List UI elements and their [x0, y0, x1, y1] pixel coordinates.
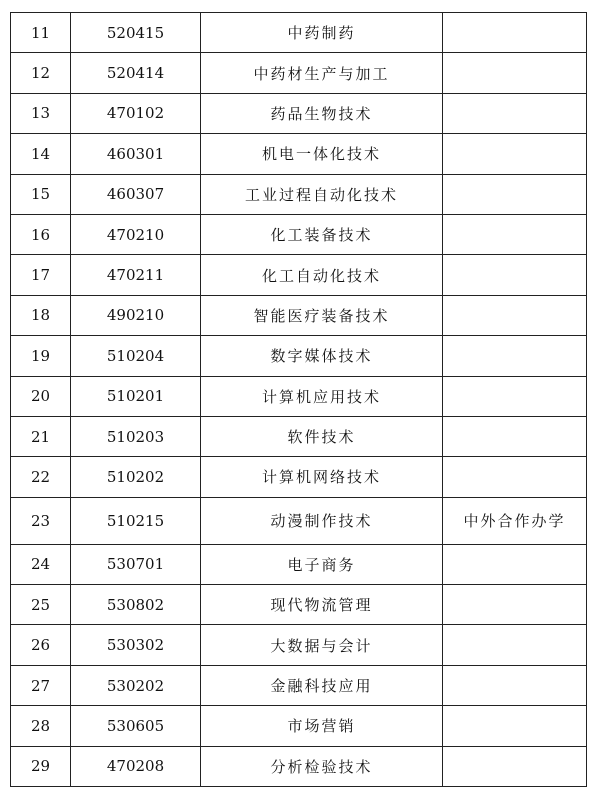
- remark-cell: [443, 625, 587, 665]
- program-code-cell: 470208: [71, 746, 201, 786]
- remark-cell: [443, 544, 587, 584]
- table-row: [11, 336, 587, 376]
- program-code-cell: 510203: [71, 416, 201, 456]
- program-code-cell: 510201: [71, 376, 201, 416]
- remark-cell: [443, 13, 587, 53]
- table-row: [11, 706, 587, 746]
- row-number-cell: 15: [11, 174, 71, 214]
- program-name-cell: 计算机应用技术: [201, 376, 443, 416]
- program-name-cell: 化工装备技术: [201, 214, 443, 254]
- row-number-cell: 21: [11, 416, 71, 456]
- program-code-cell: 520415: [71, 13, 201, 53]
- program-name-cell: 药品生物技术: [201, 93, 443, 133]
- row-number-cell: 20: [11, 376, 71, 416]
- remark-cell: [443, 93, 587, 133]
- table-row: [11, 214, 587, 254]
- row-number-cell: 14: [11, 134, 71, 174]
- row-number-cell: 22: [11, 457, 71, 497]
- program-code-cell: 530302: [71, 625, 201, 665]
- program-name-cell: 中药材生产与加工: [201, 53, 443, 93]
- program-name-cell: 市场营销: [201, 706, 443, 746]
- table-row: [11, 53, 587, 93]
- program-name-cell: 分析检验技术: [201, 746, 443, 786]
- program-name-cell: 数字媒体技术: [201, 336, 443, 376]
- program-name-cell: 计算机网络技术: [201, 457, 443, 497]
- program-name-cell: 工业过程自动化技术: [201, 174, 443, 214]
- remark-cell: [443, 174, 587, 214]
- program-table: [10, 12, 587, 787]
- row-number-cell: 23: [11, 497, 71, 544]
- row-number-cell: 27: [11, 665, 71, 705]
- program-name-cell: 中药制药: [201, 13, 443, 53]
- remark-cell: [443, 214, 587, 254]
- program-code-cell: 470211: [71, 255, 201, 295]
- program-code-cell: 470102: [71, 93, 201, 133]
- table-row: [11, 13, 587, 53]
- document-page: [10, 12, 587, 787]
- program-code-cell: 490210: [71, 295, 201, 335]
- row-number-cell: 28: [11, 706, 71, 746]
- table-row: [11, 134, 587, 174]
- program-name-cell: 智能医疗装备技术: [201, 295, 443, 335]
- program-code-cell: 510202: [71, 457, 201, 497]
- remark-cell: [443, 457, 587, 497]
- program-name-cell: 机电一体化技术: [201, 134, 443, 174]
- table-row: [11, 746, 587, 786]
- table-row: [11, 544, 587, 584]
- table-row: [11, 497, 587, 544]
- row-number-cell: 16: [11, 214, 71, 254]
- program-code-cell: 460307: [71, 174, 201, 214]
- row-number-cell: 24: [11, 544, 71, 584]
- program-code-cell: 510215: [71, 497, 201, 544]
- table-row: [11, 665, 587, 705]
- remark-cell: [443, 706, 587, 746]
- program-name-cell: 大数据与会计: [201, 625, 443, 665]
- remark-cell: [443, 585, 587, 625]
- remark-cell: 中外合作办学: [443, 497, 587, 544]
- table-row: [11, 295, 587, 335]
- table-row: [11, 416, 587, 456]
- remark-cell: [443, 416, 587, 456]
- table-row: [11, 457, 587, 497]
- table-row: [11, 93, 587, 133]
- row-number-cell: 12: [11, 53, 71, 93]
- program-name-cell: 金融科技应用: [201, 665, 443, 705]
- remark-cell: [443, 255, 587, 295]
- table-row: [11, 174, 587, 214]
- table-row: [11, 585, 587, 625]
- program-name-cell: 动漫制作技术: [201, 497, 443, 544]
- table-row: [11, 376, 587, 416]
- remark-cell: [443, 336, 587, 376]
- row-number-cell: 29: [11, 746, 71, 786]
- program-name-cell: 电子商务: [201, 544, 443, 584]
- remark-cell: [443, 53, 587, 93]
- program-name-cell: 软件技术: [201, 416, 443, 456]
- row-number-cell: 17: [11, 255, 71, 295]
- row-number-cell: 26: [11, 625, 71, 665]
- program-code-cell: 530605: [71, 706, 201, 746]
- row-number-cell: 25: [11, 585, 71, 625]
- table-row: [11, 255, 587, 295]
- program-name-cell: 现代物流管理: [201, 585, 443, 625]
- program-table-body: [11, 13, 587, 787]
- program-code-cell: 460301: [71, 134, 201, 174]
- row-number-cell: 19: [11, 336, 71, 376]
- program-code-cell: 510204: [71, 336, 201, 376]
- program-code-cell: 520414: [71, 53, 201, 93]
- program-code-cell: 470210: [71, 214, 201, 254]
- program-code-cell: 530202: [71, 665, 201, 705]
- remark-cell: [443, 295, 587, 335]
- remark-cell: [443, 665, 587, 705]
- remark-cell: [443, 134, 587, 174]
- program-code-cell: 530701: [71, 544, 201, 584]
- remark-cell: [443, 376, 587, 416]
- program-code-cell: 530802: [71, 585, 201, 625]
- row-number-cell: 13: [11, 93, 71, 133]
- table-row: [11, 625, 587, 665]
- program-name-cell: 化工自动化技术: [201, 255, 443, 295]
- row-number-cell: 18: [11, 295, 71, 335]
- remark-cell: [443, 746, 587, 786]
- row-number-cell: 11: [11, 13, 71, 53]
